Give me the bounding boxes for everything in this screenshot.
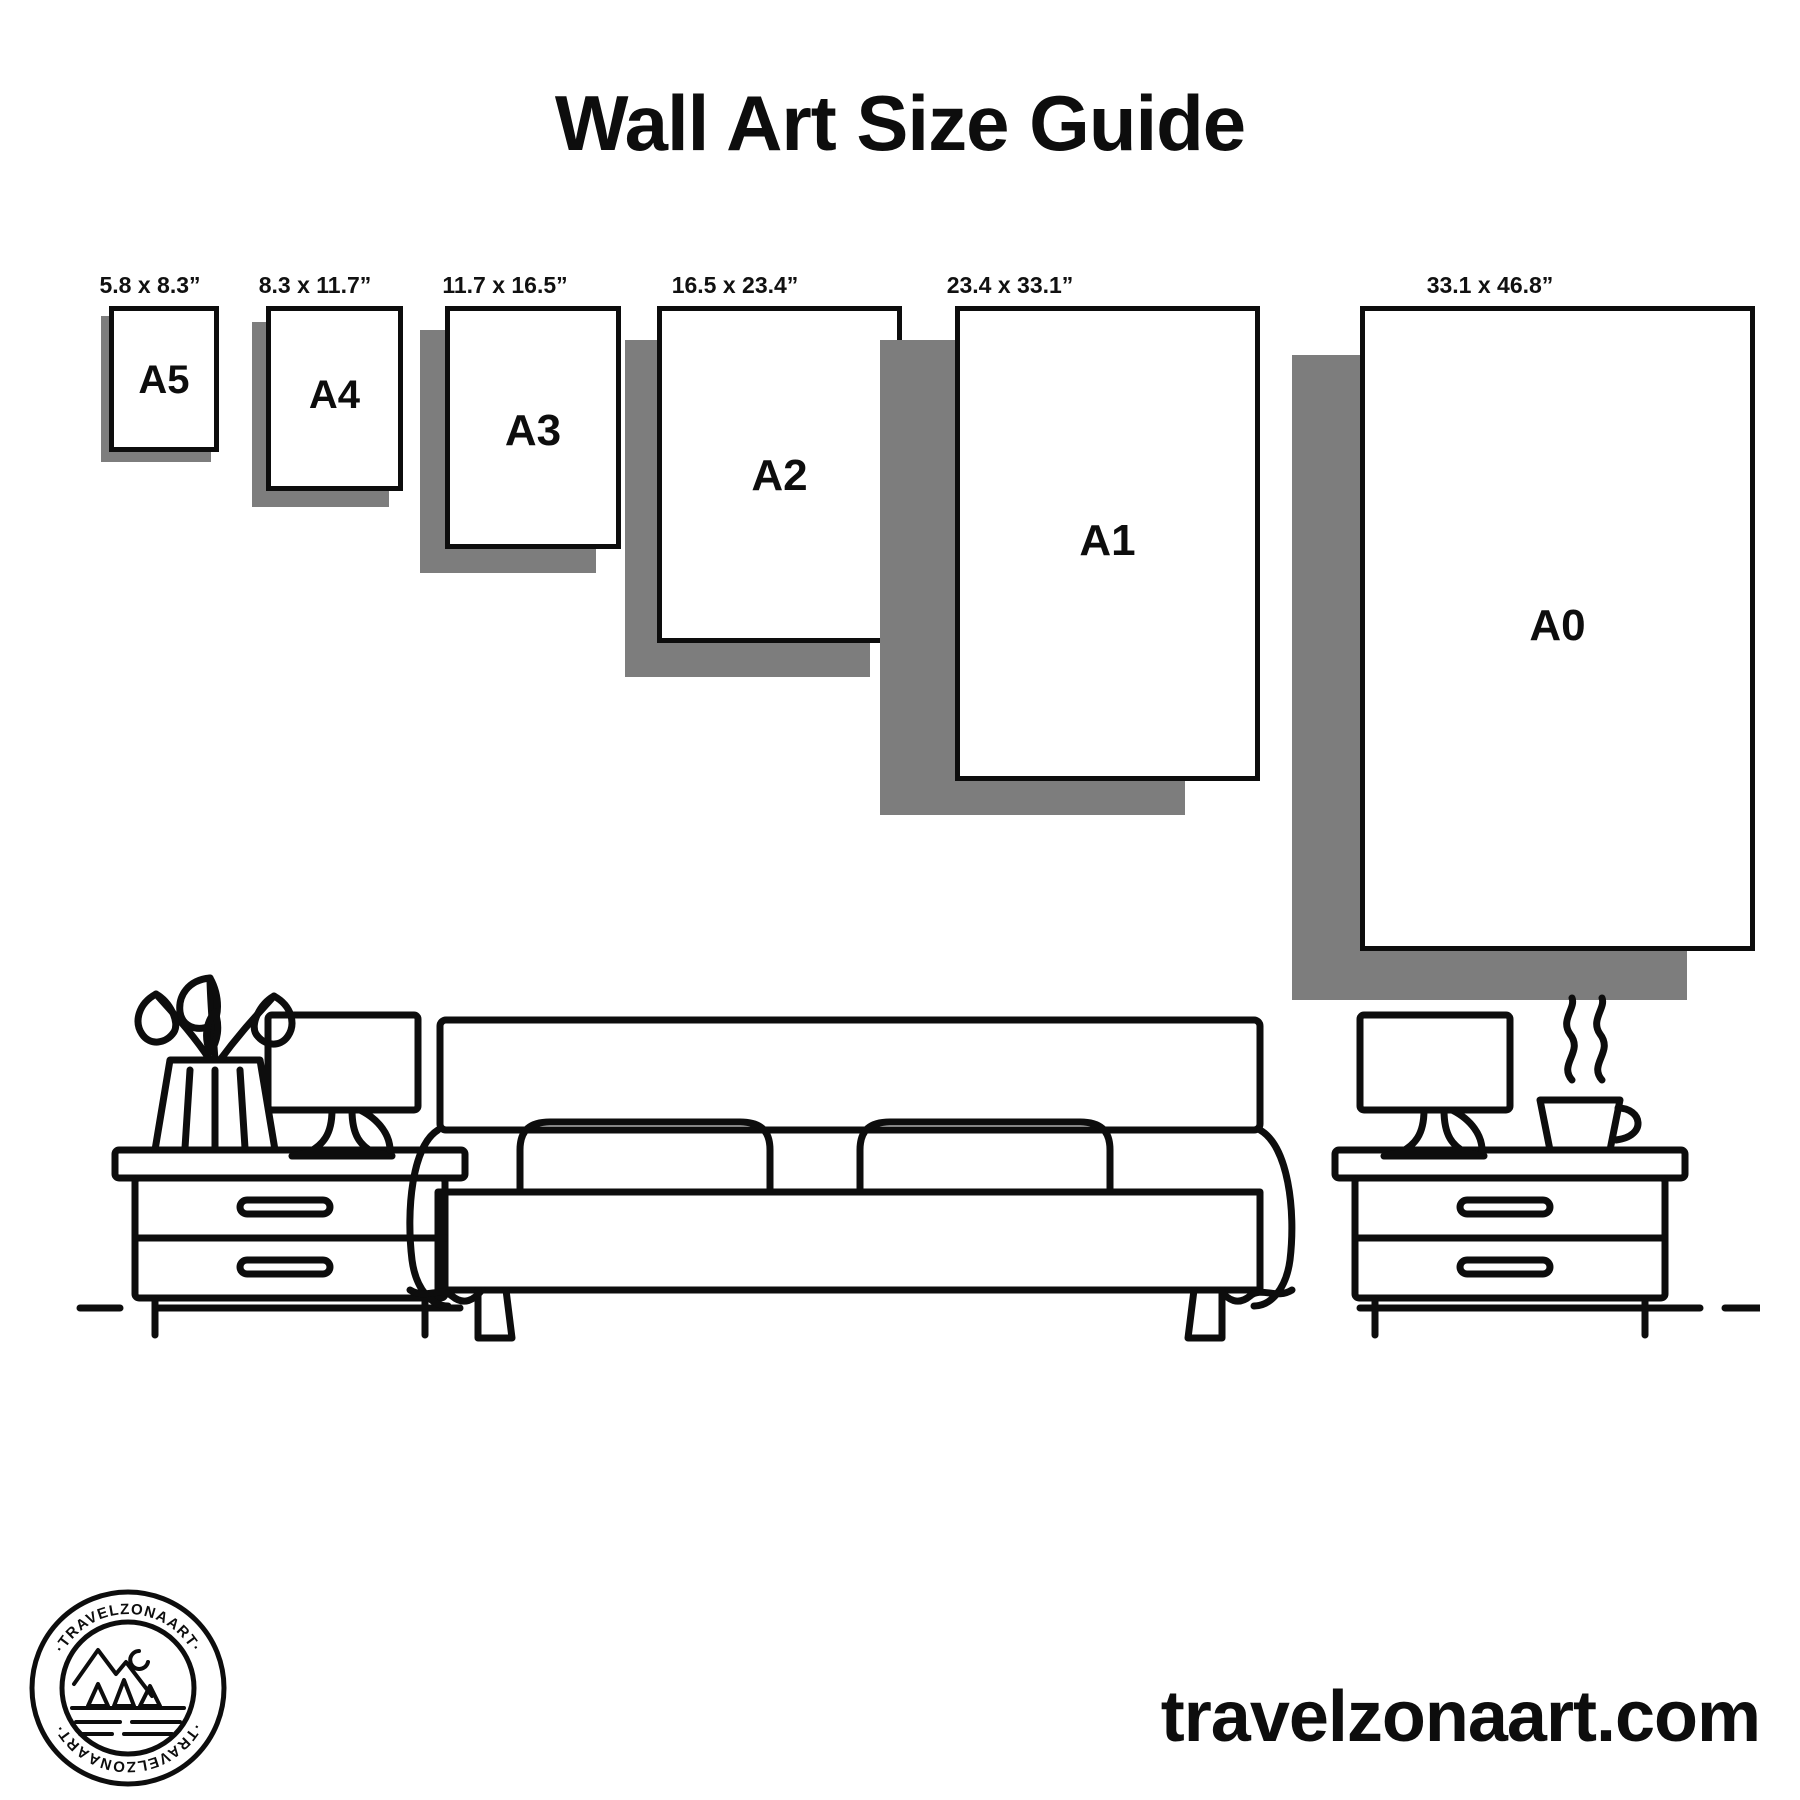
frame-label-a3: A3 — [504, 406, 562, 455]
frame-box-a4 — [266, 306, 403, 491]
frame-label-a0: A0 — [1529, 601, 1586, 650]
bed — [410, 1020, 1292, 1338]
brand-logo — [28, 1588, 228, 1788]
frame-group-a1 — [840, 272, 1240, 770]
frame-box-a1 — [955, 306, 1260, 781]
frame-dimensions-a4: 8.3 x 11.7” — [258, 272, 372, 298]
table-lamp-right — [1360, 1015, 1510, 1156]
frame-label-a4: A4 — [308, 373, 361, 417]
coffee-cup — [1540, 998, 1638, 1150]
frame-label-a1: A1 — [1079, 516, 1136, 565]
frame-dimensions-a1: 23.4 x 33.1” — [946, 272, 1074, 298]
frame-label-a5: A5 — [138, 358, 190, 402]
page-title: Wall Art Size Guide — [554, 79, 1246, 167]
website-url[interactable]: travelzonaart.com — [1160, 1677, 1760, 1757]
frame-group-a4 — [230, 272, 400, 520]
frame-dimensions-a3: 11.7 x 16.5” — [442, 272, 568, 298]
logo-text-bottom: ·TRAVELZONAART· — [51, 1720, 205, 1776]
frame-box-a0 — [1360, 306, 1755, 951]
frame-group-a0 — [1230, 272, 1680, 950]
frame-box-a5 — [109, 306, 219, 452]
bedroom-illustration — [60, 960, 1760, 1520]
frame-dimensions-a5: 5.8 x 8.3” — [99, 272, 201, 298]
logo-text-top: ·TRAVELZONAART· — [51, 1600, 205, 1656]
frame-dimensions-a0: 33.1 x 46.8” — [1426, 272, 1554, 298]
frame-label-a2: A2 — [751, 451, 808, 500]
frame-group-a5 — [85, 272, 215, 480]
frame-dimensions-a2: 16.5 x 23.4” — [671, 272, 799, 298]
logo-mountain-icon — [72, 1650, 184, 1734]
